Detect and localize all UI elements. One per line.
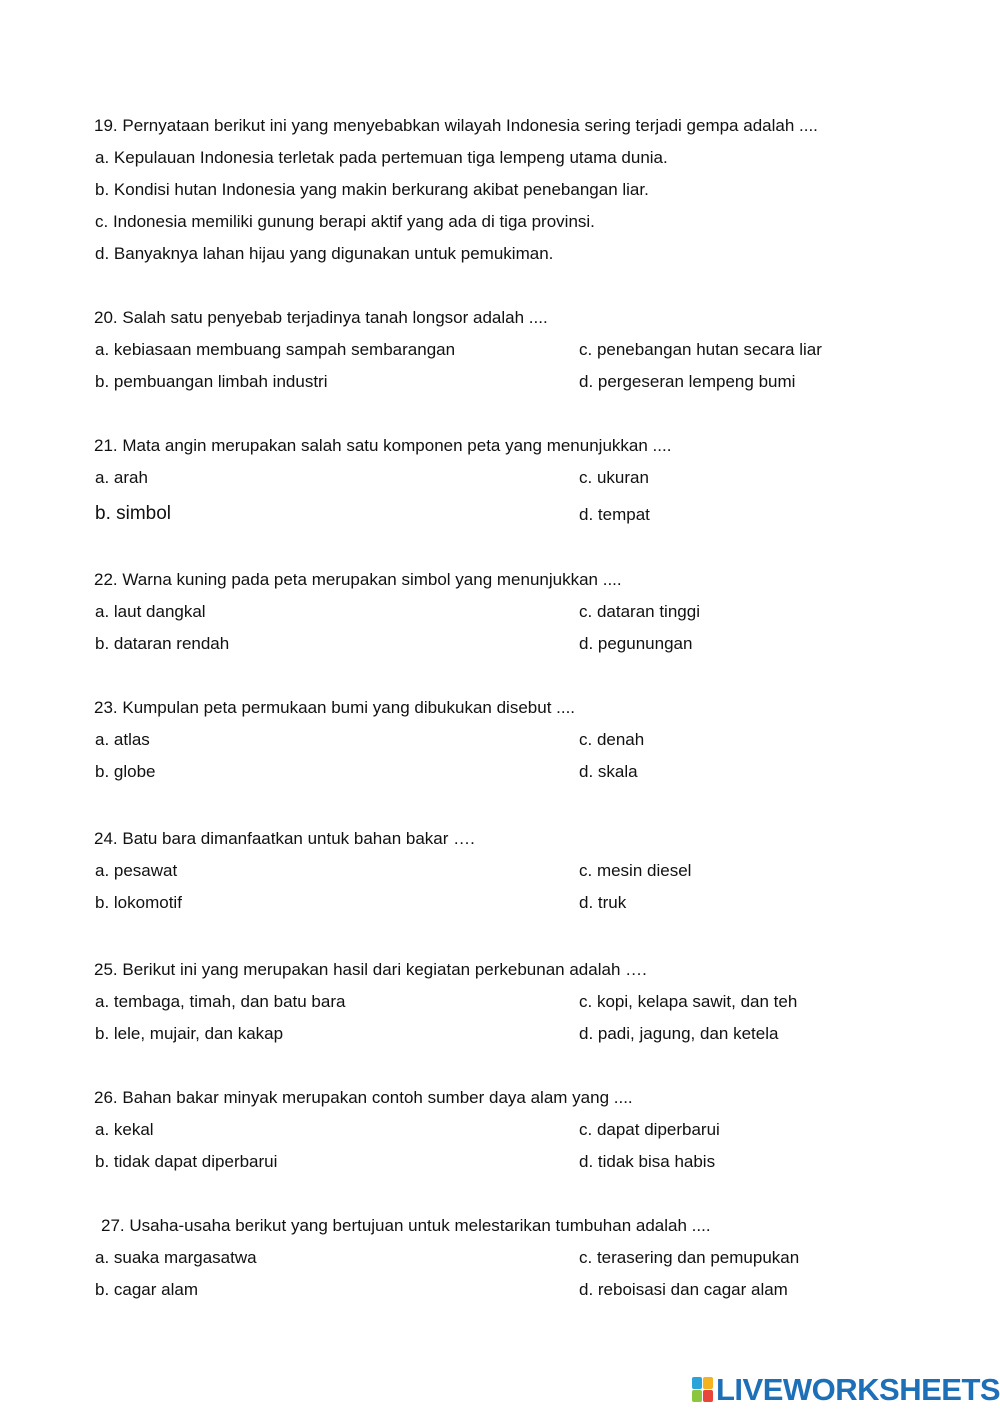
question-20-option-d[interactable]: d. pergeseran lempeng bumi (579, 372, 796, 391)
question-21-stem: 21. Mata angin merupakan salah satu komponen peta yang menunjukkan .... (94, 436, 672, 455)
question-27-option-a[interactable]: a. suaka margasatwa (95, 1248, 257, 1267)
liveworksheets-logo (692, 1372, 1000, 1407)
question-27-option-d[interactable]: d. reboisasi dan cagar alam (579, 1280, 788, 1299)
question-25-option-b[interactable]: b. lele, mujair, dan kakap (95, 1024, 284, 1043)
question-20-option-b[interactable]: b. pembuangan limbah industri (95, 372, 328, 391)
question-24-stem: 24. Batu bara dimanfaatkan untuk bahan bakar …. (94, 829, 475, 848)
question-24-option-a[interactable]: a. pesawat (95, 861, 178, 880)
question-22-stem: 22. Warna kuning pada peta merupakan simbol yang menunjukkan .... (94, 570, 622, 589)
question-20-option-c[interactable]: c. penebangan hutan secara liar (579, 340, 822, 359)
question-23-stem: 23. Kumpulan peta permukaan bumi yang dibukukan disebut .... (94, 698, 576, 717)
logo-wordmark: LIVEWORKSHEETS (716, 1372, 1000, 1407)
question-22-option-d[interactable]: d. pegunungan (579, 634, 693, 653)
question-21-option-d[interactable]: d. tempat (579, 505, 650, 524)
question-20-option-a[interactable]: a. kebiasaan membuang sampah sembarangan (95, 340, 456, 359)
question-26-option-b[interactable]: b. tidak dapat diperbarui (95, 1152, 278, 1171)
question-24-option-b[interactable]: b. lokomotif (95, 893, 182, 912)
question-22-option-a[interactable]: a. laut dangkal (95, 602, 206, 621)
question-22-option-c[interactable]: c. dataran tinggi (579, 602, 700, 621)
question-25-option-c[interactable]: c. kopi, kelapa sawit, dan teh (579, 992, 798, 1011)
question-19-option-b[interactable]: b. Kondisi hutan Indonesia yang makin berkurang akibat penebangan liar. (95, 180, 649, 199)
question-21-option-c[interactable]: c. ukuran (579, 468, 649, 487)
question-26-option-c[interactable]: c. dapat diperbarui (579, 1120, 720, 1139)
question-23-option-a[interactable]: a. atlas (95, 730, 150, 749)
question-27-option-c[interactable]: c. terasering dan pemupukan (579, 1248, 800, 1267)
question-26-option-a[interactable]: a. kekal (95, 1120, 154, 1139)
question-27-option-b[interactable]: b. cagar alam (95, 1280, 198, 1299)
question-19-option-d[interactable]: d. Banyaknya lahan hijau yang digunakan untuk pemukiman. (95, 244, 554, 263)
question-23-option-c[interactable]: c. denah (579, 730, 645, 749)
question-25-option-a[interactable]: a. tembaga, timah, dan batu bara (95, 992, 346, 1011)
question-22-option-b[interactable]: b. dataran rendah (95, 634, 230, 653)
logo-blocks-icon (692, 1377, 714, 1403)
question-21-option-a[interactable]: a. arah (95, 468, 148, 487)
question-24-option-c[interactable]: c. mesin diesel (579, 861, 692, 880)
question-26-option-d[interactable]: d. tidak bisa habis (579, 1152, 716, 1171)
question-25-option-d[interactable]: d. padi, jagung, dan ketela (579, 1024, 779, 1043)
question-26-stem: 26. Bahan bakar minyak merupakan contoh sumber daya alam yang .... (94, 1088, 633, 1107)
question-24-option-d[interactable]: d. truk (579, 893, 627, 912)
question-23-option-d[interactable]: d. skala (579, 762, 638, 781)
question-25-stem: 25. Berikut ini yang merupakan hasil dari kegiatan perkebunan adalah …. (94, 960, 647, 979)
question-23-option-b[interactable]: b. globe (95, 762, 156, 781)
question-27-stem: 27. Usaha-usaha berikut yang bertujuan untuk melestarikan tumbuhan adalah .... (101, 1216, 711, 1235)
question-19-stem: 19. Pernyataan berikut ini yang menyebabkan wilayah Indonesia sering terjadi gempa adalah .... (94, 116, 818, 135)
question-19-option-c[interactable]: c. Indonesia memiliki gunung berapi aktif yang ada di tiga provinsi. (95, 212, 595, 231)
question-19-option-a[interactable]: a. Kepulauan Indonesia terletak pada pertemuan tiga lempeng utama dunia. (95, 148, 668, 167)
question-21-option-b[interactable]: b. simbol (95, 503, 172, 524)
question-20-stem: 20. Salah satu penyebab terjadinya tanah longsor adalah .... (94, 308, 548, 327)
